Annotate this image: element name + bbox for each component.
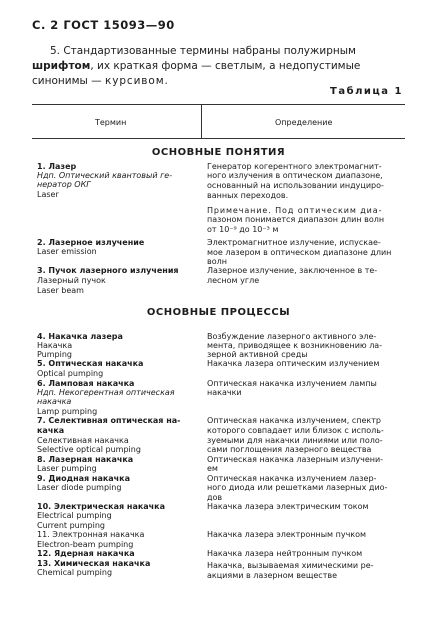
definition-line: Оптическая накачка излучением лазер- bbox=[207, 474, 377, 483]
term-number-title: 7. Селективная оптическая на- bbox=[37, 416, 181, 425]
term-english-equivalent: Chemical pumping bbox=[37, 568, 113, 577]
term-english-equivalent: Optical pumping bbox=[37, 369, 104, 378]
definition-line: ем bbox=[207, 464, 218, 473]
definition-line: ного излучения в оптическом диапазоне, bbox=[207, 171, 383, 180]
definition-line: Оптическая накачка излучением, спектр bbox=[207, 416, 381, 425]
definition-line: дов bbox=[207, 493, 223, 502]
term-number-title: 4. Накачка лазера bbox=[37, 332, 123, 341]
definition-line: Лазерное излучение, заключенное в те- bbox=[207, 266, 378, 275]
definition-line: волн bbox=[207, 257, 227, 266]
term-number-title: качка bbox=[37, 426, 65, 435]
intro-italic-word: курсивом bbox=[104, 75, 165, 87]
definition-line: мента, приводящее к возникновению ла- bbox=[207, 341, 383, 350]
definition-line: акциями в лазерном веществе bbox=[207, 571, 337, 580]
term-short-form: Накачка bbox=[37, 341, 73, 350]
term-english-equivalent: Laser pumping bbox=[37, 464, 97, 473]
term-english-equivalent: Lamp pumping bbox=[37, 407, 98, 416]
intro-paragraph bbox=[32, 44, 407, 89]
term-english-equivalent: Laser beam bbox=[37, 286, 84, 295]
term-english-equivalent: Laser bbox=[37, 190, 59, 199]
term-number-title: 3. Пучок лазерного излучения bbox=[37, 266, 179, 275]
definition-line: Электромагнитное излучение, испускае- bbox=[207, 238, 381, 247]
term-deprecated-synonym: Ндп. Некогерентная оптическая bbox=[37, 388, 175, 397]
definition-line: Накачка лазера нейтронным пучком bbox=[207, 549, 363, 558]
term-english-equivalent: Laser emission bbox=[37, 247, 97, 256]
definition-line: сами поглощения лазерного вещества bbox=[207, 445, 372, 454]
term-deprecated-synonym: Ндп. Оптический квантовый ге- bbox=[37, 171, 173, 180]
term-number-title: 1. Лазер bbox=[37, 162, 77, 171]
page-header: С. 2 ГОСТ 15093—90 bbox=[32, 18, 175, 32]
table-top-rule bbox=[32, 104, 405, 105]
definition-line: мое лазером в оптическом диапазоне длин bbox=[207, 248, 392, 257]
term-deprecated-synonym: нератор ОКГ bbox=[37, 180, 91, 189]
definition-line: лесном угле bbox=[207, 276, 260, 285]
section-heading-processes: ОСНОВНЫЕ ПРОЦЕССЫ bbox=[146, 307, 291, 318]
intro-text-1: 5. Стандартизованные термины набраны полужирным bbox=[50, 45, 356, 57]
definition-line: Генератор когерентного электромагнит- bbox=[207, 162, 382, 171]
definition-line: которого совпадает или близок с исполь- bbox=[207, 426, 384, 435]
definition-line: Накачка лазера оптическим излучением bbox=[207, 359, 380, 368]
term-number-title: 5. Оптическая накачка bbox=[37, 359, 144, 368]
definition-line: Накачка, вызываемая химическими ре- bbox=[207, 561, 374, 570]
term-number-title: 11. Электронная накачка bbox=[37, 530, 145, 539]
term-english-equivalent: Pumping bbox=[37, 350, 72, 359]
definition-note: пазоном понимается диапазон длин волн bbox=[207, 215, 385, 224]
definition-line: зерной активной среды bbox=[207, 350, 308, 359]
definition-line: Оптическая накачка излучением лампы bbox=[207, 379, 377, 388]
term-number-title: 8. Лазерная накачка bbox=[37, 455, 134, 464]
term-number-title: 13. Химическая накачка bbox=[37, 559, 151, 568]
term-short-form: Лазерный пучок bbox=[37, 276, 106, 285]
term-number-title: 12. Ядерная накачка bbox=[37, 549, 135, 558]
term-english-equivalent: Electrical pumping bbox=[37, 511, 112, 520]
column-divider bbox=[201, 104, 202, 138]
section-heading-concepts: ОСНОВНЫЕ ПОНЯТИЯ bbox=[151, 147, 286, 158]
column-header-definition: Определение bbox=[275, 118, 333, 127]
definition-line: Возбуждение лазерного активного эле- bbox=[207, 332, 377, 341]
definition-line: накачки bbox=[207, 388, 242, 397]
definition-line: Накачка лазера электрическим током bbox=[207, 502, 369, 511]
definition-line: Накачка лазера электронным пучком bbox=[207, 530, 367, 539]
intro-text-3: . bbox=[164, 75, 168, 87]
definition-note: от 10⁻⁹ до 10⁻³ м bbox=[207, 225, 279, 234]
term-number-title: 10. Электрическая накачка bbox=[37, 502, 165, 511]
intro-text-2: , их краткая форма — светлым, а недопустимые синонимы — bbox=[32, 60, 361, 87]
term-number-title: 6. Ламповая накачка bbox=[37, 379, 135, 388]
term-english-equivalent: Electron-beam pumping bbox=[37, 540, 134, 549]
table-header-rule bbox=[32, 138, 405, 139]
intro-bold-word: шрифтом bbox=[32, 60, 91, 72]
definition-line: ного диода или решетками лазерных дио- bbox=[207, 483, 388, 492]
term-english-equivalent: Selective optical pumping bbox=[37, 445, 141, 454]
term-number-title: 2. Лазерное излучение bbox=[37, 238, 145, 247]
definition-line: основанный на использовании индуциро- bbox=[207, 181, 384, 190]
definition-line: Оптическая накачка лазерным излучени- bbox=[207, 455, 384, 464]
term-short-form: Селективная накачка bbox=[37, 436, 129, 445]
term-deprecated-synonym: накачка bbox=[37, 397, 72, 406]
definition-note: Примечание. Под оптическим диа- bbox=[207, 206, 383, 215]
definition-line: ванных переходов. bbox=[207, 191, 289, 200]
table-caption: Таблица 1 bbox=[330, 86, 403, 97]
term-number-title: 9. Диодная накачка bbox=[37, 474, 130, 483]
column-header-term: Термин bbox=[95, 118, 127, 127]
term-english-equivalent: Current pumping bbox=[37, 521, 105, 530]
term-english-equivalent: Laser diode pumping bbox=[37, 483, 122, 492]
definition-line: зуемыми для накачки линиями или поло- bbox=[207, 436, 383, 445]
